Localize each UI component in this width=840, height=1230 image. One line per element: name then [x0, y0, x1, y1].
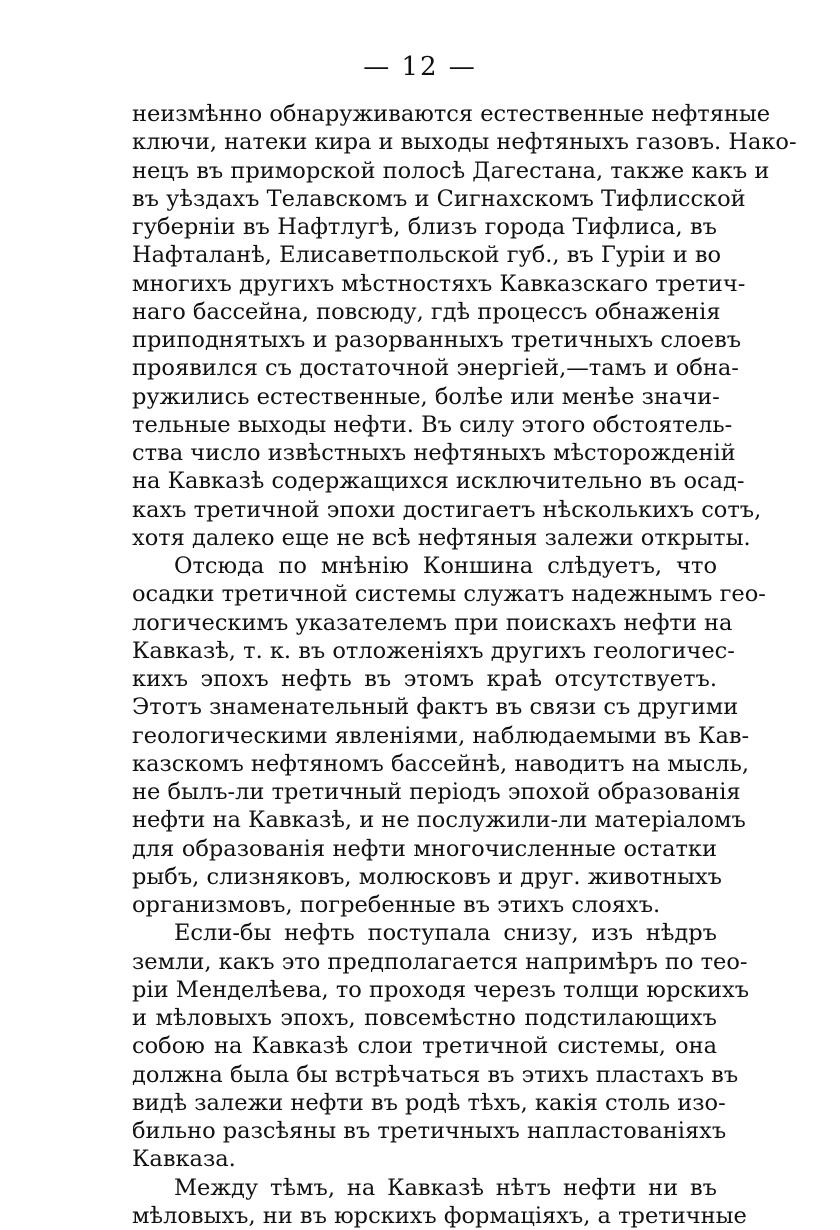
text-line: приподнятыхъ и разорванныхъ третичныхъ слоевъ — [132, 326, 717, 354]
text-line: рыбъ, слизняковъ, молюсковъ и друг. животныхъ — [132, 863, 717, 891]
text-line: тельные выходы нефти. Въ силу этого обстоятель- — [132, 411, 717, 439]
text-line: наго бассейна, повсюду, гдѣ процессъ обнаженія — [132, 298, 717, 326]
text-line: Отсюда по мнѣнію Коншина слѣдуетъ, что — [132, 552, 717, 580]
text-line: въ уѣздахъ Телавскомъ и Сигнахскомъ Тифлисской — [132, 185, 717, 213]
text-line: Нафталанѣ, Елисаветпольской губ., въ Гуріи и во — [132, 241, 717, 269]
text-line: казскомъ нефтяномъ бассейнѣ, наводитъ на мысль, — [132, 750, 717, 778]
text-line: ства число извѣстныхъ нефтяныхъ мѣсторожденій — [132, 439, 717, 467]
text-line: мѣловыхъ, ни въ юрскихъ формаціяхъ, а третичные — [132, 1202, 717, 1230]
text-line: нефти на Кавказѣ, и не послужили-ли матеріаломъ — [132, 806, 717, 834]
text-line: ружились естественные, болѣе или менѣе значи- — [132, 383, 717, 411]
text-line: на Кавказѣ содержащихся исключительно въ осад- — [132, 467, 717, 495]
text-line: многихъ другихъ мѣстностяхъ Кавказскаго третич- — [132, 270, 717, 298]
text-line: Этотъ знаменательный фактъ въ связи съ другими — [132, 693, 717, 721]
text-line: организмовъ, погребенные въ этихъ слояхъ. — [132, 891, 717, 919]
text-line: осадки третичной системы служатъ надежнымъ гео- — [132, 580, 717, 608]
text-line: ріи Менделѣева, то проходя черезъ толщи юрскихъ — [132, 976, 717, 1004]
text-line: кахъ третичной эпохи достигаетъ нѣсколькихъ сотъ, — [132, 496, 717, 524]
text-line: бильно разсѣяны въ третичныхъ напластованіяхъ — [132, 1117, 717, 1145]
text-line: земли, какъ это предполагается напримѣръ по тео- — [132, 948, 717, 976]
text-line: логическимъ указателемъ при поискахъ нефти на — [132, 609, 717, 637]
text-line: Кавказѣ, т. к. въ отложеніяхъ другихъ геологичес- — [132, 637, 717, 665]
paragraph — [132, 100, 717, 552]
text-line: кихъ эпохъ нефть въ этомъ краѣ отсутствуетъ. — [132, 665, 717, 693]
text-line: Кавказа. — [132, 1145, 717, 1173]
text-line: Если-бы нефть поступала снизу, изъ нѣдръ — [132, 919, 717, 947]
body-text — [132, 100, 717, 1230]
text-line: неизмѣнно обнаруживаются естественные нефтяные — [132, 100, 717, 128]
text-line: и мѣловыхъ эпохъ, повсемѣстно подстилающихъ — [132, 1004, 717, 1032]
text-line: геологическими явленіями, наблюдаемыми въ Кав- — [132, 722, 717, 750]
text-line: нецъ въ приморской полосѣ Дагестана, также какъ и — [132, 157, 717, 185]
text-line: должна была бы встрѣчаться въ этихъ пластахъ въ — [132, 1061, 717, 1089]
paragraph — [132, 919, 717, 1173]
paragraph — [132, 552, 717, 919]
text-line: собою на Кавказѣ слои третичной системы, она — [132, 1032, 717, 1060]
text-line: Между тѣмъ, на Кавказѣ нѣтъ нефти ни въ — [132, 1174, 717, 1202]
text-line: ключи, натеки кира и выходы нефтяныхъ газовъ. Нако- — [132, 128, 717, 156]
text-line: для образованія нефти многочисленные остатки — [132, 835, 717, 863]
text-line: не былъ-ли третичный періодъ эпохой образованія — [132, 778, 717, 806]
text-line: проявился съ достаточной энергіей,—тамъ и обна- — [132, 354, 717, 382]
text-line: губерніи въ Нафтлугѣ, близъ города Тифлиса, въ — [132, 213, 717, 241]
page-number: — 12 — — [0, 52, 840, 82]
text-line: видѣ залежи нефти въ родѣ тѣхъ, какія столь изо- — [132, 1089, 717, 1117]
text-line: хотя далеко еще не всѣ нефтяныя залежи открыты. — [132, 524, 717, 552]
paragraph — [132, 1174, 717, 1230]
